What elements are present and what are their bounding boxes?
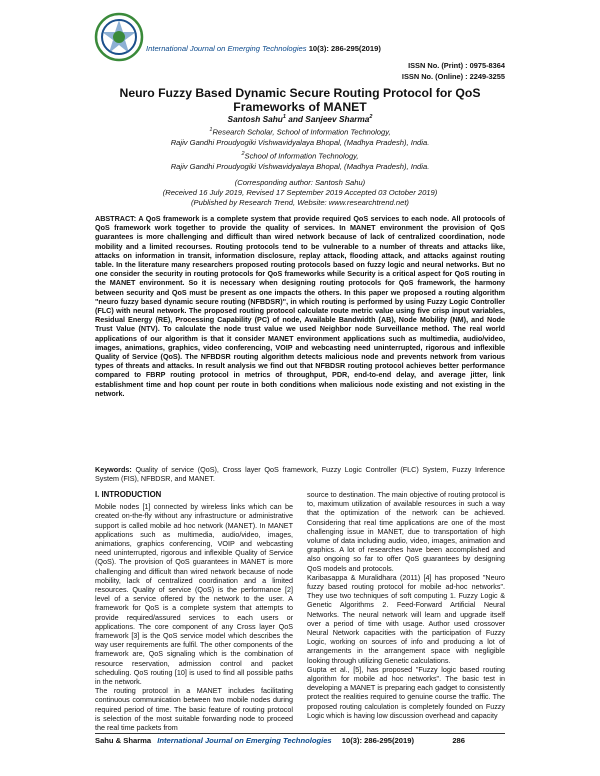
paper-title: Neuro Fuzzy Based Dynamic Secure Routing Protocol for QoS Frameworks of MANET (119, 86, 481, 114)
author-2-sup: 2 (369, 114, 373, 121)
footer-volume: 10(3): 286-295(2019) (341, 736, 414, 745)
author-2: Sanjeev Sharma (305, 114, 370, 124)
abstract: ABSTRACT: A QoS framework is a complete system that provide required QoS services to each node. All protocols of QoS framework work together to provide the quality of services. In MANET environment the provision of QoS guarantees is more challenging and difficult than wired network because of lack of centralized coordination, node mobility and a limited recourses. Routing protocols tend to be vulnerable to a number of threats and attacks like, attacks on information in transit, information disclosure, replay attack, flooding attack, and attacks against routing table. In the literature many researchers proposed routing protocols based on fuzzy logic and neural networks. But no one consider the security in routing protocols for QoS frameworks while Security is a critical aspect for QoS routing in the MANET environment. So it is necessary when designing routing protocols for QoS framework, the harmony between security and QoS must be present as one impacts the others. In this paper we proposed a routing algorithm "neuro fuzzy based dynamic secure routing (NFBDSR)", in which routing is performed by using Fuzzy Logic Controller (FLC) with neural network. The proposed routing protocol calculate route metric value using five crisp input variables, Residual Energy (RE), Processing Capability (PC) of node, Available Bandwidth (AB), Node Mobility (NM), and Node Trust Value (NTV). To calculate the node trust value we used Neighbor node Surveillance method. The real world applications of our algorithm is that it consider MANET environment applications such as multimedia, audio/video, images, animations, graphics, video conferencing, VOIP and webcasting need uninterrupted, rigorous and inflexible Quality of Service (QoS). The NFBDSR routing algorithm detects malicious node and prevents network from various types of threats and attacks. In result analysis we find out that NFBDSR routing protocol achieves better performance compared to FBRP routing protocol in metrics of throughput, PDR, end-to-end delay, and average jitter, link establishment time and hop count per route in both conditions when malicious node existing and not existing in the network. (95, 214, 505, 398)
keywords-label: Keywords: (95, 465, 132, 474)
keywords (95, 465, 505, 484)
author-join: and (285, 114, 306, 124)
affiliation-line: $^1$Research Scholar, School of Information Technology, (209, 127, 391, 137)
issn-block (402, 61, 505, 82)
issn-online: ISSN No. (Online) : 2249-3255 (401, 71, 505, 81)
received-dates: (Received 16 July 2019, Revised 17 September 2019 Accepted 03 October 2019) (162, 188, 438, 197)
author-line (95, 114, 505, 124)
footer-journal: International Journal on Emerging Technologies (157, 736, 332, 745)
journal-logo (94, 12, 144, 62)
affiliation-line: Rajiv Gandhi Proudyogiki Vishwavidyalaya Bhopal, (Madhya Pradesh), India. (170, 161, 430, 171)
right-column (307, 490, 505, 720)
affiliation-line: Rajiv Gandhi Proudyogiki Vishwavidyalaya Bhopal, (Madhya Pradesh), India. (170, 138, 430, 148)
paragraph: Karibasappa & Muralidhara (2011) [4] has proposed "Neuro fuzzy based routing protocol for mobile ad-hoc networks". They use two techniques of soft computing 1. Fuzzy Logic & Genetic Algorithms 2. Feed-Forward Artificial Neural Networks. The neural network will learn and upgrade itself over a period of time with usage. Author used crossover Neural Network capacities with the participation of Fuzzy Logic, working on sources of info and producing a lot of arrangements in the arrangement space with negligible looking through utilizing Genetic calculations. (307, 572, 505, 665)
paragraph: Mobile nodes [1] connected by wireless links which can be created on-the-fly without any infrastructure or administrative support is called mobile ad hoc network (MANET). In MANET applications such as multimedia, audio/video, images, animations, graphics conferencing, VOIP and webcasting need uninterrupted, rigorous and inflexible Quality of Service (QoS). The provision of QoS guarantees in MANET is more challenging and difficult than wired network because of node mobility, lack of centralized coordination and a limited resources. Quality of service (QoS) is the performance [2] level of a service offered by the network to the user. A framework for QoS is a complete system that attempts to provide required/assured services to each users or applications. The core component of any Cross layer QoS framework [3] is the QoS service model which describes the way user requirements are fulfil. The other components of the framework are, QoS signaling which is the combination of resource reservation, admission control and packet scheduling. QoS routing [10] is used to find all possible paths in the network. (95, 502, 293, 687)
issn-print: ISSN No. (Print) : 0975-8364 (408, 61, 505, 70)
affiliations (95, 125, 505, 172)
paragraph: source to destination. The main objective of routing protocol is to, maximum utilization of available resources in such a way that the optimization of the network can be achieved. Considering that real time applications are one of the most challenging issue in MANET, due to transportation of high volume of data including audio, video, images, animation and graphics. A lot of researches have been accomplished and also ongoing so far to offer QoS guarantees by designing QoS models and protocols. (307, 490, 505, 573)
corresponding-author: (Corresponding author: Santosh Sahu) (234, 178, 366, 187)
author-1-sup: 1 (282, 114, 286, 121)
publisher-line: (Published by Research Trend, Website: www.researchtrend.net) (191, 198, 409, 207)
footer-divider (95, 733, 505, 734)
volume-issue: 10(3): 286-295(2019) (308, 44, 381, 53)
left-column (95, 490, 293, 732)
section-heading-introduction: I. INTRODUCTION (95, 490, 162, 499)
keywords-text: Quality of service (QoS), Cross layer QoS framework, Fuzzy Logic Controller (FLC) System, Fuzzy Inference System (FIS), NFBDSR, and MANET. (95, 465, 505, 484)
journal-header (146, 44, 381, 53)
paragraph: The routing protocol in a MANET includes facilitating continuous communication between two mobile nodes during required period of time. The basic feature of routing protocol is selection of the most suitable forwarding node to proceed the real time packets from (95, 686, 293, 733)
page-footer (95, 736, 505, 745)
journal-name: International Journal on Emerging Technologies (146, 44, 307, 53)
publication-info (95, 178, 505, 208)
paragraph: Gupta et al., [5], has proposed "Fuzzy logic based routing algorithm for mobile ad hoc networks". The basic test in developing a MANET is preparing each gadget to consistently protect the realities required to genuine course the traffic. The proposed routing calculation is completely founded on Fuzzy Logic which is having low discussion overhead and capacity (307, 664, 505, 720)
footer-authors: Sahu & Sharma (95, 736, 152, 745)
affiliation-line: $^2$School of Information Technology, (241, 150, 359, 161)
author-1: Santosh Sahu (227, 114, 283, 124)
page-number: 286 (452, 736, 465, 745)
